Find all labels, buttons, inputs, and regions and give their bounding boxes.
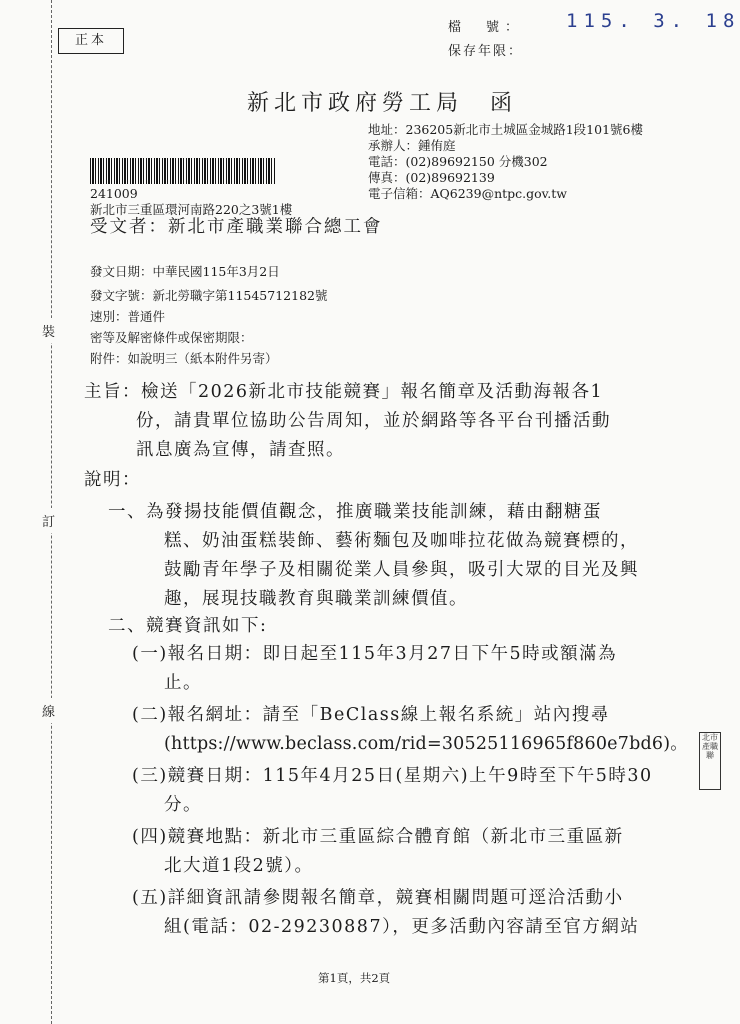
- original-copy-stamp: 正本: [58, 28, 124, 54]
- sender-address: 地址：236205新北市土城區金城路1段101號6樓: [368, 122, 643, 137]
- item2-sub3-line-1: (三)競賽日期：115年4月25日(星期六)上午9時至下午5時30: [132, 766, 653, 786]
- item2-sub1-line-2: 止。: [164, 673, 202, 693]
- delivery-speed: 速別：普通件: [90, 309, 166, 324]
- explanation-heading: 說明：: [84, 470, 141, 490]
- document-number: 發文字號：新北勞職字第11545712182號: [90, 288, 328, 303]
- page-footer: 第1頁，共2頁: [318, 971, 391, 985]
- item2-sub4-line-2: 北大道1段2號）。: [164, 856, 314, 876]
- barcode-number: 241009: [90, 186, 138, 201]
- item2-sub1-line-1: (一)報名日期：即日起至115年3月27日下午5時或額滿為: [132, 644, 618, 664]
- recipient-address: 新北市三重區環河南路220之3號1樓: [90, 202, 293, 217]
- file-number-label: 檔 號：: [448, 20, 525, 35]
- subject-line-3: 訊息廣為宣傳，請查照。: [136, 440, 345, 460]
- file-number-value: 115. 3. 18: [566, 10, 740, 32]
- secrecy-level: 密等及解密條件或保密期限：: [90, 330, 253, 345]
- recipient: 受文者：新北市產職業聯合總工會: [90, 217, 383, 237]
- sender-email: 電子信箱：AQ6239@ntpc.gov.tw: [368, 186, 567, 201]
- item2-sub2-line-1: (二)報名網址：請至「BeClass線上報名系統」站內搜尋: [132, 705, 610, 725]
- subject-line-1: 主旨：檢送「2026新北市技能競賽」報名簡章及活動海報各1: [84, 382, 604, 402]
- issue-date: 發文日期：中華民國115年3月2日: [90, 264, 280, 279]
- binding-char-middle: 訂: [42, 508, 55, 533]
- item2-sub3-line-2: 分。: [164, 795, 202, 815]
- sender-phone: 電話：(02)89692150 分機302: [368, 154, 548, 169]
- binding-char-top: 裝: [42, 318, 55, 343]
- item2-sub5-line-1: (五)詳細資訊請參閱報名簡章，競賽相關問題可逕洽活動小: [132, 888, 624, 908]
- item1-line-3: 鼓勵青年學子及相關從業人員參與，吸引大眾的目光及興: [164, 560, 639, 580]
- item2-sub5-line-2: 組(電話：02-29230887），更多活動內容請至官方網站: [164, 917, 640, 937]
- item2-sub4-line-1: (四)競賽地點：新北市三重區綜合體育館（新北市三重區新: [132, 827, 624, 847]
- document-title: 新北市政府勞工局 函: [247, 91, 518, 116]
- side-seal-stamp: 北市產職聯: [699, 732, 721, 790]
- attachment: 附件：如說明三（紙本附件另寄）: [90, 351, 278, 366]
- sender-handler: 承辦人：鍾侑庭: [368, 138, 456, 153]
- retention-label: 保存年限：: [448, 44, 524, 59]
- barcode: [90, 158, 276, 184]
- item1-line-4: 趣，展現技職教育與職業訓練價值。: [164, 589, 468, 609]
- registration-url: (https://www.beclass.com/rid=30525116965f860e7bd6)。: [164, 734, 688, 754]
- binding-char-bottom: 線: [42, 698, 55, 723]
- sender-fax: 傳真：(02)89692139: [368, 170, 495, 185]
- subject-line-2: 份，請貴單位協助公告周知，並於網路等各平台刊播活動: [136, 411, 611, 431]
- item1-line-1: 一、為發揚技能價值觀念，推廣職業技能訓練，藉由翻糖蛋: [108, 502, 602, 522]
- item2-heading: 二、競賽資訊如下:: [108, 616, 268, 636]
- item1-line-2: 糕、奶油蛋糕裝飾、藝術麵包及咖啡拉花做為競賽標的，: [164, 531, 639, 551]
